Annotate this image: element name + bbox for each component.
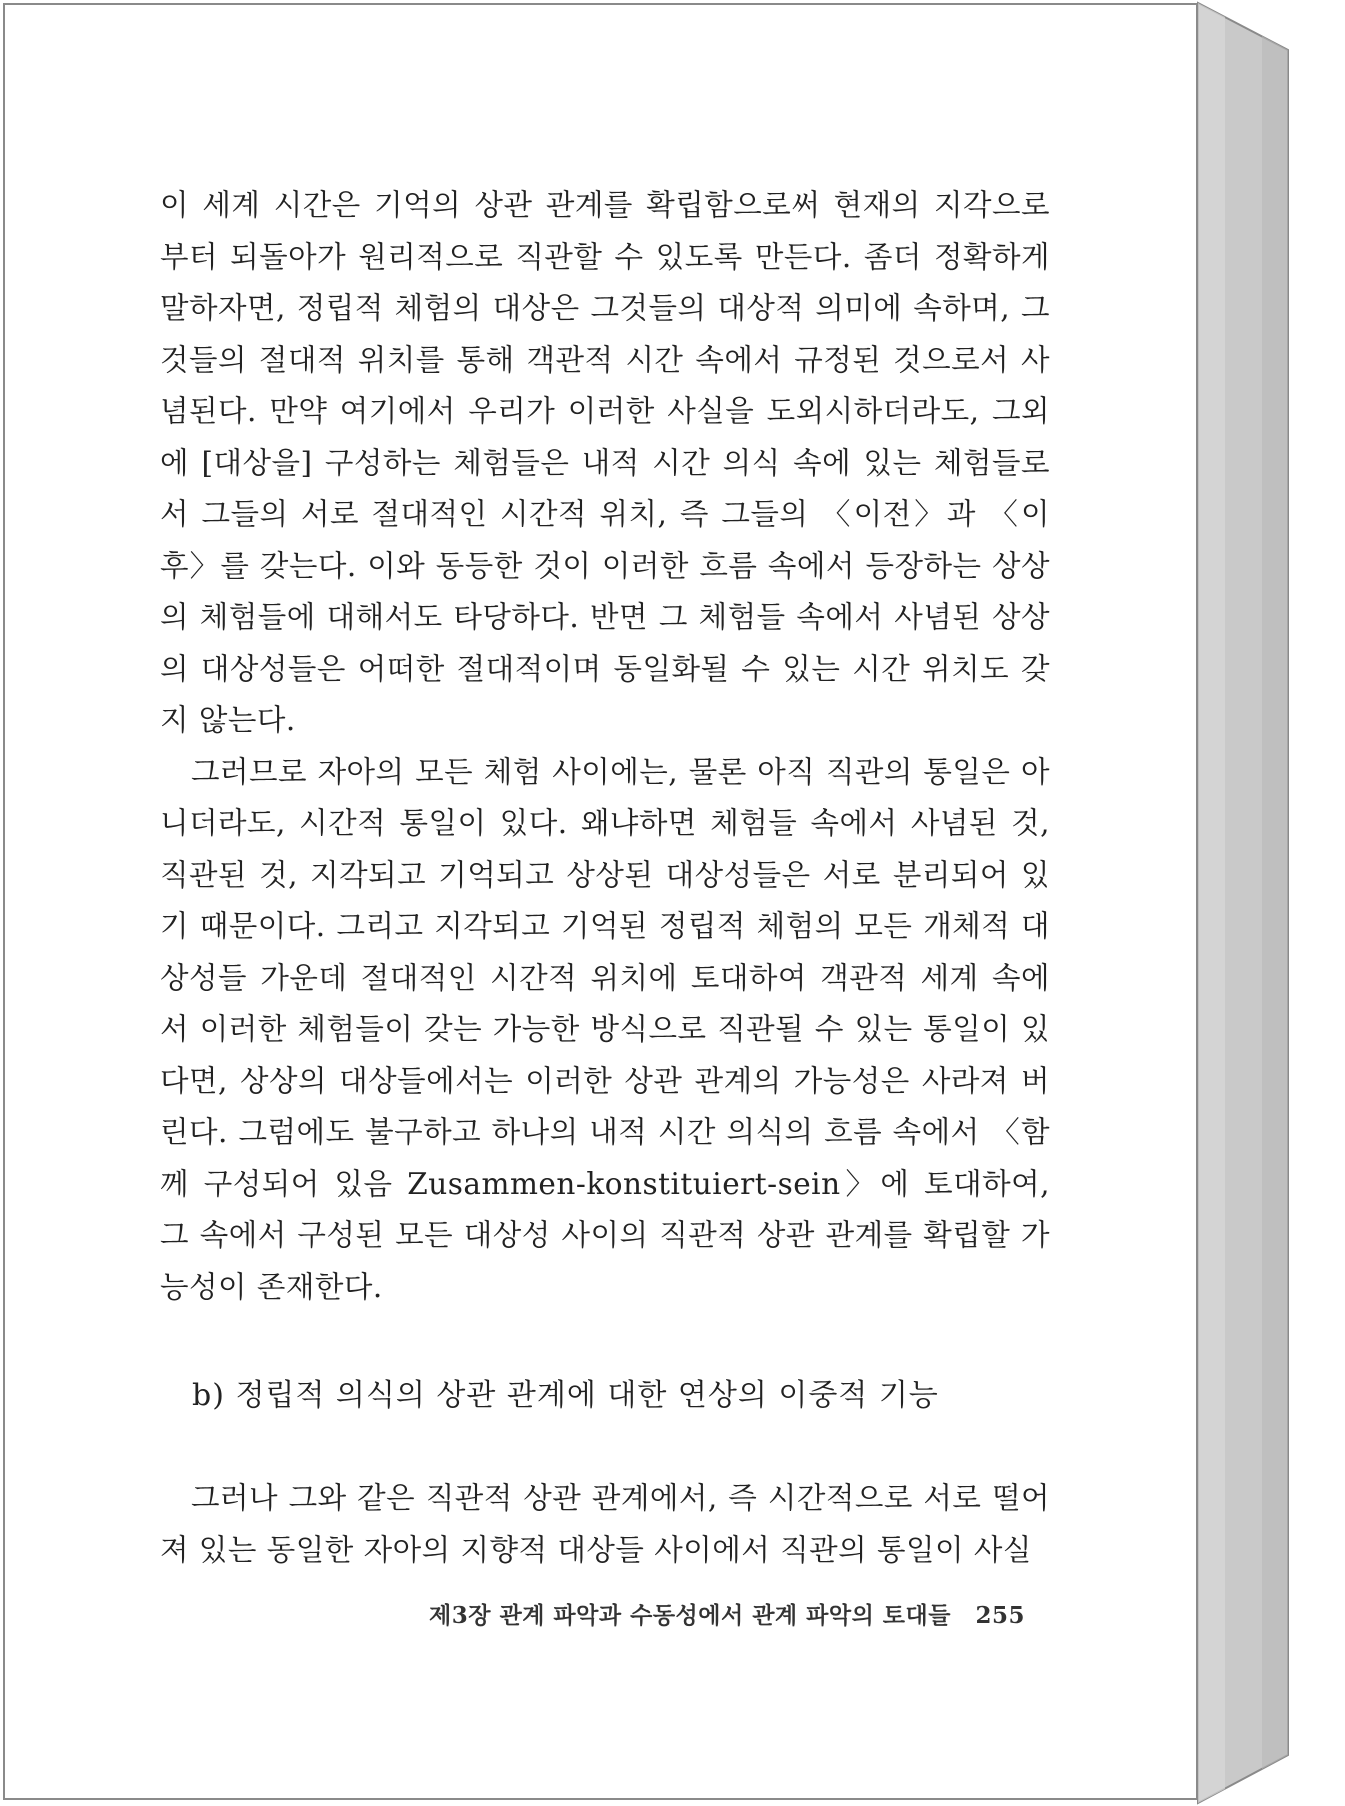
book-page [3, 3, 1198, 1800]
body-text [160, 180, 1050, 1576]
page-footer [385, 1597, 1025, 1630]
section-heading: b) 정립적 의식의 상관 관계에 대한 연상의 이중적 기능 [192, 1378, 939, 1413]
running-head: 제3장 관계 파악과 수동성에서 관계 파악의 토대들 [429, 1602, 951, 1629]
paragraph-1: 이 세계 시간은 기억의 상관 관계를 확립함으로써 현재의 지각으로부터 되돌아가 원리적으로 직관할 수 있도록 만든다. 좀더 정확하게 말하자면, 정립적 체험의 대상은 그것들의 대상적 의미에 속하며, 그것들의 절대적 위치를 통해 객관적 시간 속에서 규정된 것으로서 사념된다. 만약 여기에서 우리가 이러한 사실을 도외시하더라도, 그외에 [대상을] 구성하는 체험들은 내적 시간 의식 속에 있는 체험들로서 그들의 서로 절대적인 시간적 위치, 즉 그들의 〈이전〉과 〈이후〉를 갖는다. 이와 동등한 것이 이러한 흐름 속에서 등장하는 상상의 체험들에 대해서도 타당하다. 반면 그 체험들 속에서 사념된 상상의 대상성들은 어떠한 절대적이며 동일화될 수 있는 시간 위치도 갖지 않는다. [160, 188, 1050, 737]
page-number: 255 [975, 1602, 1025, 1629]
paragraph-2: 그러므로 자아의 모든 체험 사이에는, 물론 아직 직관의 통일은 아니더라도, 시간적 통일이 있다. 왜냐하면 체험들 속에서 사념된 것, 직관된 것, 지각되고 기억되고 상상된 대상성들은 서로 분리되어 있기 때문이다. 그리고 지각되고 기억된 정립적 체험의 모든 개체적 대상성들 가운데 절대적인 시간적 위치에 토대하여 객관적 세계 속에서 이러한 체험들이 갖는 가능한 방식으로 직관될 수 있는 통일이 있다면, 상상의 대상들에서는 이러한 상관 관계의 가능성은 사라져 버린다. 그럼에도 불구하고 하나의 내적 시간 의식의 흐름 속에서 〈함께 구성되어 있음 Zusammen-konstituiert-sein〉에 토대하여, 그 속에서 구성된 모든 대상성 사이의 직관적 상관 관계를 확립할 가능성이 존재한다. [160, 754, 1050, 1304]
paragraph-3: 그러나 그와 같은 직관적 상관 관계에서, 즉 시간적으로 서로 떨어져 있는 동일한 자아의 지향적 대상들 사이에서 직관의 통일이 사실 [160, 1481, 1050, 1567]
